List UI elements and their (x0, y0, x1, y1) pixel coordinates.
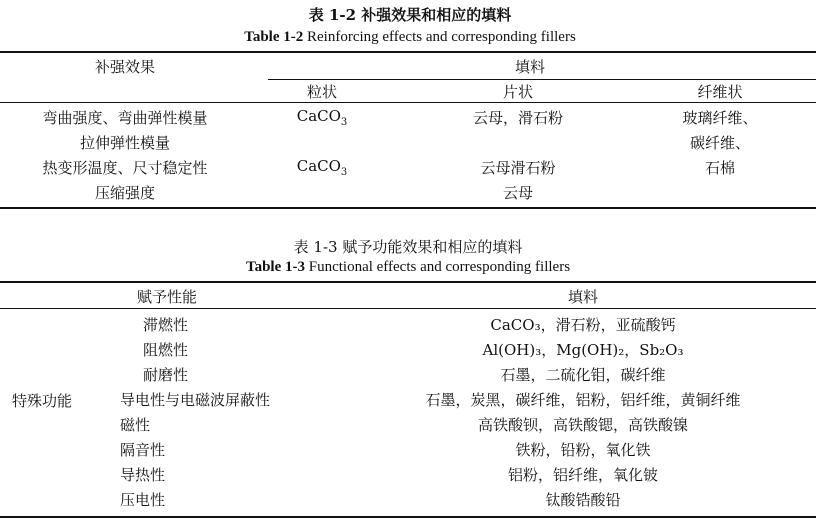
table1-row3-granular: CaCO$_3$ (296, 157, 348, 178)
table2-header-filler: 填料 (567, 288, 599, 306)
table2-row-filler: 铝粉，铝纤维，氧化铍 (507, 466, 659, 484)
table1-row2-fibrous: 碳纤维、 (689, 134, 751, 152)
table2-row-property: 阻燃性 (143, 341, 189, 359)
table2-top-rule (0, 281, 816, 283)
table1-header-rule (0, 102, 816, 103)
table2-header-performance: 赋予性能 (136, 288, 198, 306)
table1-header-effect: 补强效果 (94, 58, 156, 76)
table2-row-property: 耐磨性 (143, 366, 189, 384)
table2-row-property: 导电性与电磁波屏蔽性 (120, 391, 271, 409)
table2-row-filler: Al(OH)₃，Mg(OH)₂，Sb₂O₃ (482, 341, 684, 359)
table1-header-flake: 片状 (502, 83, 534, 101)
table2-row-filler: 石墨，二硫化钼，碳纤维 (500, 366, 666, 384)
table1-row4-flake: 云母 (502, 184, 534, 202)
table2-row-filler: 钛酸锆酸铅 (545, 491, 621, 509)
table2-header-rule (0, 308, 816, 309)
table1-title-zh: 表 1-2 补强效果和相应的填料 (308, 6, 512, 24)
table2-row-filler: 石墨，炭黑，碳纤维，铝粉，铝纤维，黄铜纤维 (425, 391, 741, 409)
table1-row1-effect: 弯曲强度、弯曲弹性模量 (42, 109, 208, 127)
table2-row-filler: 铁粉，铅粉，氧化铁 (515, 441, 651, 459)
table1-title-en (244, 29, 576, 46)
table1-top-rule (0, 51, 816, 53)
table2-row-filler: CaCO₃，滑石粉，亚硫酸钙 (490, 316, 676, 334)
table1-row1-fibrous: 玻璃纤维、 (682, 109, 758, 127)
table2-title-en (246, 259, 570, 276)
table2-row-filler: 高铁酸钡，高铁酸锶，高铁酸镍 (477, 416, 689, 434)
table1-title-en-text: Reinforcing effects and corresponding fillers (303, 29, 576, 45)
table1-header-filler: 填料 (514, 58, 546, 76)
table1-row3-flake: 云母滑石粉 (480, 159, 556, 177)
table2-row-property: 磁性 (120, 416, 151, 434)
table1-row4-effect: 压缩强度 (94, 184, 156, 202)
table1-row2-effect: 拉伸弹性模量 (79, 134, 171, 152)
table2-bottom-rule (0, 516, 816, 518)
table2-row-property: 导热性 (120, 466, 166, 484)
table1-bottom-rule (0, 207, 816, 209)
table1-row1-flake: 云母，滑石粉 (472, 109, 564, 127)
table2-title-zh: 表 1-3 赋予功能效果和相应的填料 (293, 238, 523, 256)
table1-row1-granular: CaCO$_3$ (296, 107, 348, 128)
table1-header-fibrous: 纤维状 (697, 83, 743, 101)
table2-title-en-number: Table 1-3 (245, 259, 305, 275)
table1-filler-subrule (268, 79, 816, 80)
table1-header-granular: 粒状 (306, 83, 338, 101)
table2-row-property: 压电性 (120, 491, 166, 509)
table2-row-property: 隔音性 (120, 441, 166, 459)
table2-title-en-text: Functional effects and corresponding fillers (304, 259, 571, 275)
table2-row-property: 滞燃性 (143, 316, 189, 334)
table1-row3-effect: 热变形温度、尺寸稳定性 (42, 159, 208, 177)
table2-group-label: 特殊功能 (12, 392, 73, 410)
table1-row3-fibrous: 石棉 (704, 159, 736, 177)
table1-title-en-number: Table 1-2 (244, 29, 304, 45)
